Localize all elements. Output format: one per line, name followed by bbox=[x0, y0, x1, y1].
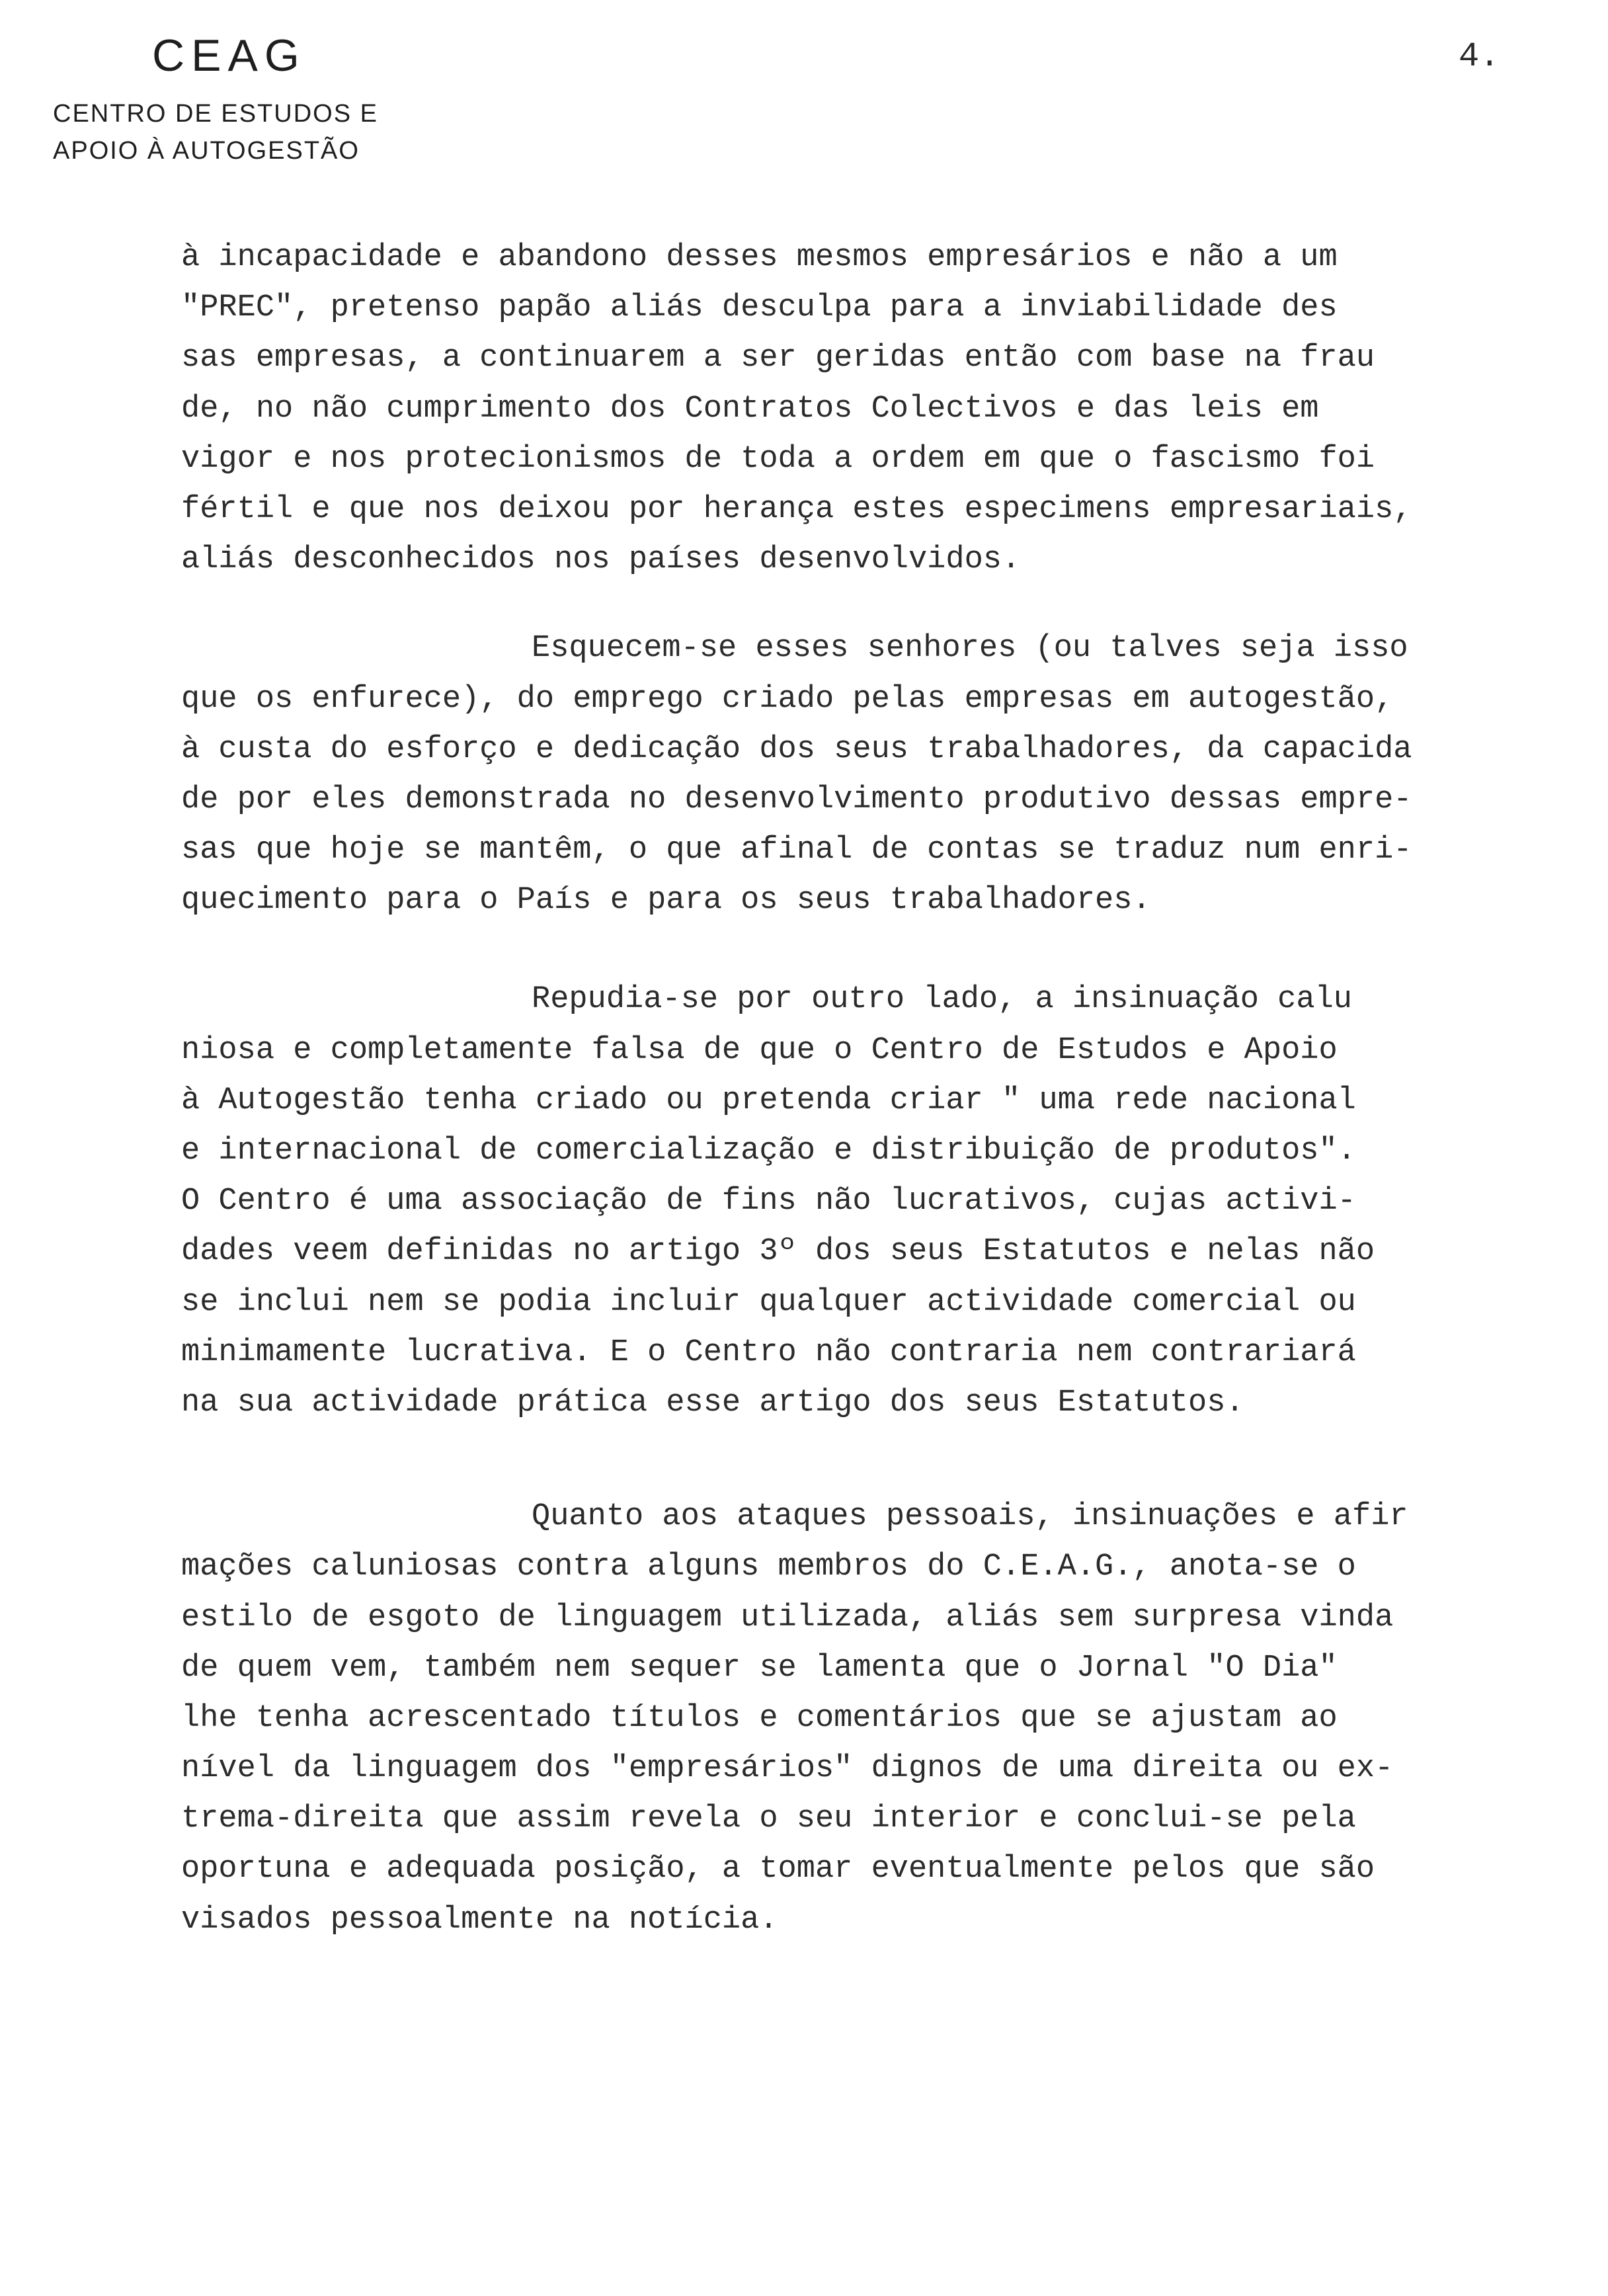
text-line: e internacional de comercialização e distribuição de produtos". bbox=[181, 1133, 1356, 1168]
text-line: visados pessoalmente na notícia. bbox=[181, 1902, 778, 1938]
paragraph-spacer bbox=[181, 585, 1537, 624]
text-line: sas que hoje se mantêm, o que afinal de contas se traduz num enri- bbox=[181, 833, 1412, 868]
text-line: à custa do esforço e dedicação dos seus trabalhadores, da capacida bbox=[181, 731, 1412, 767]
letterhead bbox=[53, 30, 378, 169]
text-line: se inclui nem se podia incluir qualquer actividade comercial ou bbox=[181, 1284, 1356, 1320]
text-line: oportuna e adequada posição, a tomar eventualmente pelos que são bbox=[181, 1852, 1375, 1887]
text-line: que os enfurece), do emprego criado pelas empresas em autogestão, bbox=[181, 681, 1394, 717]
text-line: quecimento para o País e para os seus trabalhadores. bbox=[181, 883, 1151, 919]
text-line: Quanto aos ataques pessoais, insinuações e afir bbox=[532, 1499, 1408, 1535]
text-line: aliás desconhecidos nos países desenvolvidos. bbox=[181, 542, 1021, 578]
org-full-name bbox=[53, 95, 378, 169]
text-line: na sua actividade prática esse artigo dos seus Estatutos. bbox=[181, 1385, 1244, 1420]
page-number: 4. bbox=[1459, 37, 1500, 76]
text-line: sas empresas, a continuarem a ser geridas então com base na frau bbox=[181, 341, 1375, 376]
paragraph-4 bbox=[181, 1492, 1537, 1946]
org-short-name: CEAG bbox=[152, 30, 306, 81]
text-line: O Centro é uma associação de fins não lucrativos, cujas activi- bbox=[181, 1184, 1356, 1219]
text-line: de quem vem, também nem sequer se lamenta que o Jornal "O Dia" bbox=[181, 1650, 1338, 1686]
text-line: Repudia-se por outro lado, a insinuação calu bbox=[532, 982, 1353, 1018]
text-line: vigor e nos protecionismos de toda a ordem em que o fascismo foi bbox=[181, 441, 1375, 477]
paragraph-2 bbox=[181, 624, 1537, 926]
text-line: de, no não cumprimento dos Contratos Colectivos e das leis em bbox=[181, 391, 1319, 427]
text-line: dades veem definidas no artigo 3º dos seus Estatutos e nelas não bbox=[181, 1234, 1375, 1270]
text-line: lhe tenha acrescentado títulos e comentários que se ajustam ao bbox=[181, 1700, 1338, 1736]
text-line: mações caluniosas contra alguns membros do C.E.A.G., anota-se o bbox=[181, 1549, 1356, 1585]
org-full-name-line-1: CENTRO DE ESTUDOS E bbox=[53, 100, 378, 128]
document-body bbox=[181, 233, 1537, 1946]
text-line: fértil e que nos deixou por herança estes especimens empresariais, bbox=[181, 491, 1412, 527]
text-line: Esquecem-se esses senhores (ou talves seja isso bbox=[532, 631, 1408, 667]
paragraph-3 bbox=[181, 975, 1537, 1428]
text-line: "PREC", pretenso papão aliás desculpa para a inviabilidade des bbox=[181, 290, 1338, 326]
text-line: trema-direita que assim revela o seu interior e conclui-se pela bbox=[181, 1801, 1356, 1837]
text-line: à incapacidade e abandono desses mesmos empresários e não a um bbox=[181, 240, 1338, 275]
text-line: nível da linguagem dos "empresários" dignos de uma direita ou ex- bbox=[181, 1751, 1394, 1787]
paragraph-spacer bbox=[181, 926, 1537, 975]
org-full-name-line-2: APOIO À AUTOGESTÃO bbox=[53, 137, 360, 165]
text-line: à Autogestão tenha criado ou pretenda criar " uma rede nacional bbox=[181, 1083, 1356, 1118]
text-line: niosa e completamente falsa de que o Centro de Estudos e Apoio bbox=[181, 1032, 1338, 1068]
paragraph-spacer bbox=[181, 1428, 1537, 1492]
paragraph-1 bbox=[181, 233, 1537, 585]
text-line: estilo de esgoto de linguagem utilizada, aliás sem surpresa vinda bbox=[181, 1600, 1394, 1635]
text-line: de por eles demonstrada no desenvolvimento produtivo dessas empre- bbox=[181, 782, 1412, 817]
text-line: minimamente lucrativa. E o Centro não contraria nem contrariará bbox=[181, 1334, 1356, 1370]
